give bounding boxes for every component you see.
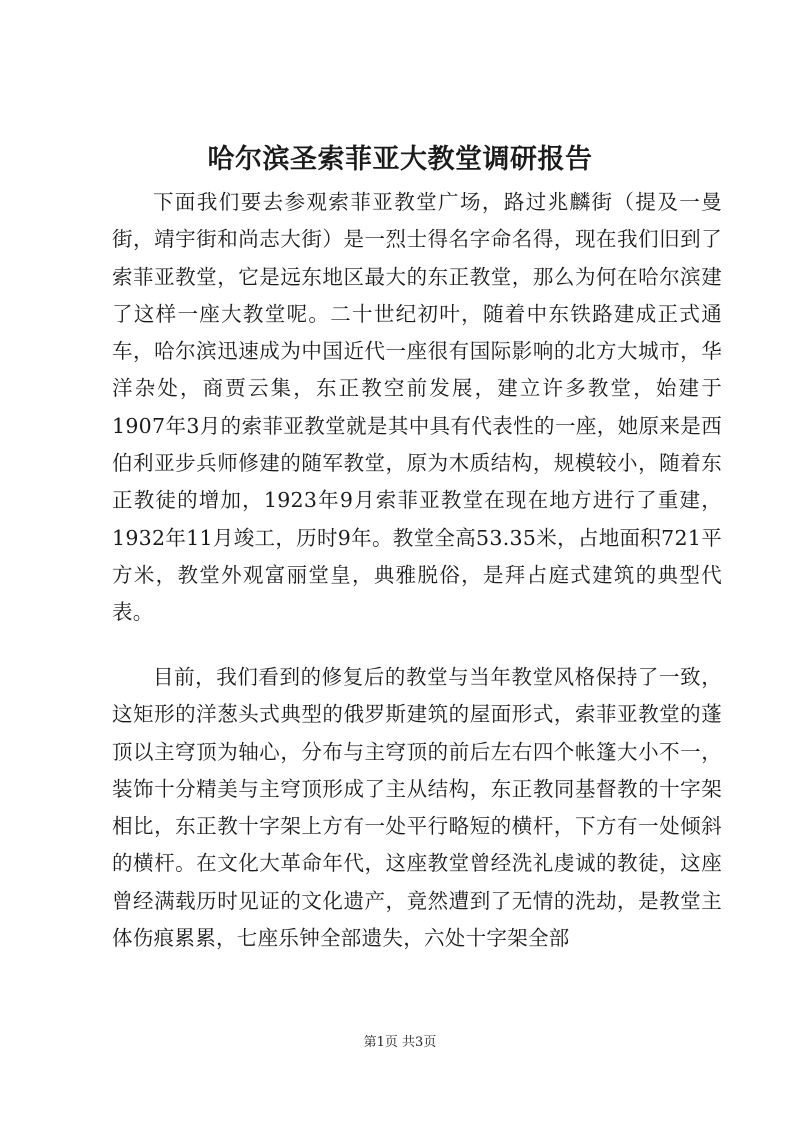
paragraph-2: 目前，我们看到的修复后的教堂与当年教堂风格保持了一致，这矩形的洋葱头式典型的俄罗斯建筑的屋面形式，索菲亚教堂的蓬顶以主穹顶为轴心，分布与主穹顶的前后左右四个帐篷大小不一，装饰十分精美与主穹顶形成了主从结构，东正教同基督教的十字架相比，东正教十字架上方有一处平行略短的横杆，下方有一处倾斜的横杆。在文化大革命年代，这座教堂曾经洗礼虔诚的教徒，这座曾经满载历时见证的文化遗产，竟然遭到了无情的洗劫，是教堂主体伤痕累累，七座乐钟全部遗失，六处十字架全部 xyxy=(112,665,722,951)
paragraph-1: 下面我们要去参观索菲亚教堂广场，路过兆麟街（提及一曼街，靖宇街和尚志大街）是一烈士得名字命名得，现在我们旧到了索菲亚教堂，它是远东地区最大的东正教堂，那么为何在哈尔滨建了这样一座大教堂呢。二十世纪初叶，随着中东铁路建成正式通车，哈尔滨迅速成为中国近代一座很有国际影响的北方大城市，华洋杂处，商贾云集，东正教空前发展，建立许多教堂，始建于1907年3月的索菲亚教堂就是其中具有代表性的一座，她原来是西伯利亚步兵师修建的随军教堂，原为木质结构，规模较小，随着东正教徒的增加，1923年9月索菲亚教堂在现在地方进行了重建，1932年11月竣工，历时9年。教堂全高53.35米，占地面积721平方米，教堂外观富丽堂皇，典雅脱俗，是拜占庭式建筑的典型代表。 xyxy=(112,190,722,625)
document-title: 哈尔滨圣索菲亚大教堂调研报告 xyxy=(207,144,593,175)
page-footer: 第1页 共3页 xyxy=(363,1035,437,1050)
